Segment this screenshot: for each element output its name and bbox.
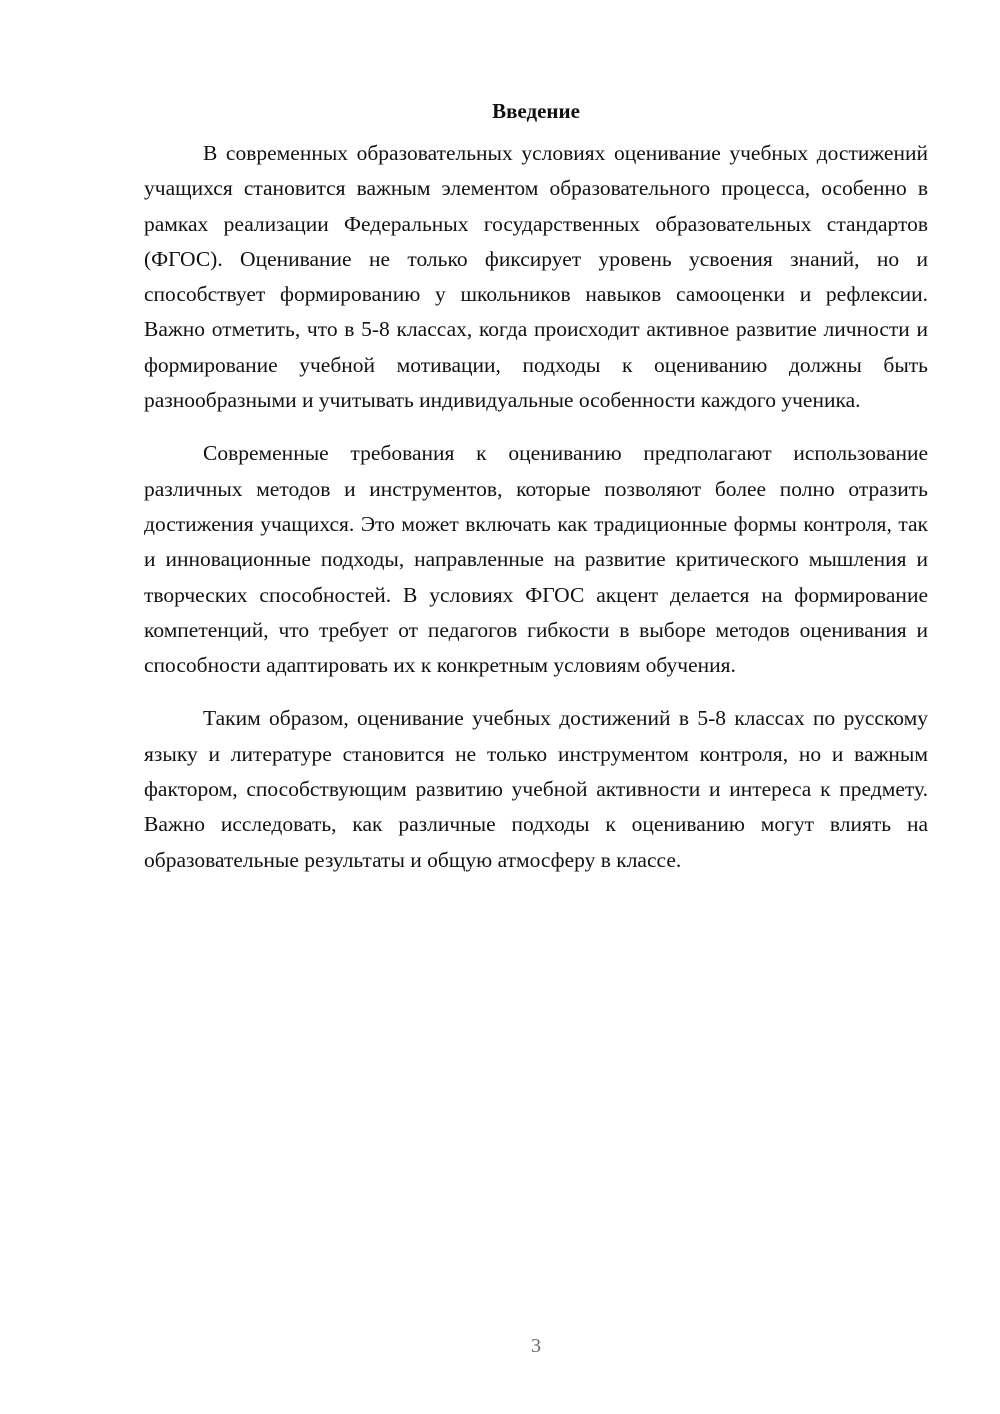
paragraph-3: Таким образом, оценивание учебных достижений в 5-8 классах по русскому языку и литературе становится не только инструментом контроля, но и важным фактором, способствующим развитию учебной активности и интереса к предмету. Важно исследовать, как различные подходы к оцениванию могут влиять на образовательные результаты и общую атмосферу в классе.	[144, 706, 928, 872]
section-heading: Введение	[492, 99, 580, 123]
page-content	[144, 96, 928, 896]
page-number: 3	[531, 1335, 541, 1357]
paragraph-2: Современные требования к оцениванию предполагают использование различных методов и инструментов, которые позволяют более полно отразить достижения учащихся. Это может включать как традиционные формы контроля, так и инновационные подходы, направленные на развитие критического мышления и творческих способностей. В условиях ФГОС акцент делается на формирование компетенций, что требует от педагогов гибкости в выборе методов оценивания и способности адаптировать их к конкретным условиям обучения.	[144, 441, 928, 678]
paragraph-1: В современных образовательных условиях оценивание учебных достижений учащихся становится важным элементом образовательного процесса, особенно в рамках реализации Федеральных государственных образовательных стандартов (ФГОС). Оценивание не только фиксирует уровень усвоения знаний, но и способствует формированию у школьников навыков самооценки и рефлексии. Важно отметить, что в 5-8 классах, когда происходит активное развитие личности и формирование учебной мотивации, подходы к оцениванию должны быть разнообразными и учитывать индивидуальные особенности каждого ученика.	[144, 141, 928, 413]
